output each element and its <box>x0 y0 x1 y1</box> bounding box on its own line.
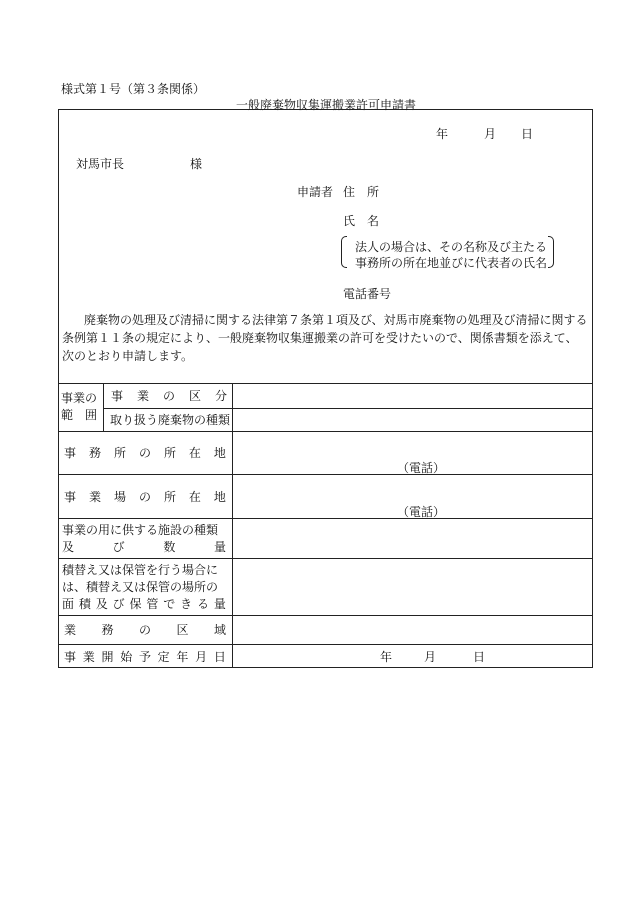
scope-label-divider <box>103 383 104 431</box>
office-phone-label: （電話） <box>397 461 446 475</box>
row-divider-3 <box>58 518 593 519</box>
right-bracket <box>548 236 554 268</box>
waste-type-label: 取り扱う廃棄物の種類 <box>110 413 231 427</box>
start-year-label: 年 <box>380 650 393 664</box>
storage-label-line1: 積替え又は保管を行う場合に <box>62 563 219 577</box>
service-area-label: 業 務 の 区 域 <box>64 623 226 637</box>
label-value-divider <box>232 383 233 668</box>
date-year-label: 年 <box>436 127 449 141</box>
phone-label: 電話番号 <box>343 287 392 301</box>
start-month-label: 月 <box>424 650 437 664</box>
site-phone-label: （電話） <box>397 505 446 519</box>
statement-line-2: 条例第１１条の規定により、一般廃棄物収集運搬業の許可を受けたいので、関係書類を添えて、 <box>62 331 578 345</box>
address-label: 住 所 <box>343 185 380 199</box>
corp-note-line1: 法人の場合は、その名称及び主たる <box>355 240 548 254</box>
statement-line-1: 廃棄物の処理及び清掃に関する法律第７条第１項及び、対馬市廃棄物の処理及び清掃に関する <box>84 313 588 327</box>
corp-note-line2: 事務所の所在地並びに代表者の氏名 <box>355 256 548 270</box>
page-title: 一般廃棄物収集運搬業許可申請書 <box>236 98 417 112</box>
row-divider-2 <box>58 474 593 475</box>
site-location-label: 事 業 場 の 所 在 地 <box>64 490 226 504</box>
addressee: 対馬市長 <box>76 157 125 171</box>
applicant-label: 申請者 <box>297 185 334 199</box>
statement-line-3: 次のとおり申請します。 <box>62 349 194 363</box>
business-category-label: 事 業 の 区 分 <box>111 389 227 403</box>
scope-label-line2: 範 囲 <box>61 408 98 422</box>
left-bracket <box>341 236 347 268</box>
storage-label-line3: 面 積 及 び 保 管 で き る 量 <box>62 597 226 611</box>
facility-label-line2: 及 び 数 量 <box>62 540 226 554</box>
date-month-label: 月 <box>484 127 497 141</box>
office-location-label: 事 務 所 の 所 在 地 <box>64 446 226 460</box>
name-label: 氏 名 <box>343 214 380 228</box>
start-date-label: 事 業 開 始 予 定 年 月 日 <box>64 650 226 664</box>
row-divider-5 <box>58 615 593 616</box>
row-divider-4 <box>58 558 593 559</box>
facility-label-line1: 事業の用に供する施設の種類 <box>62 523 219 537</box>
addressee-suffix: 様 <box>190 157 203 171</box>
table-top-line <box>58 383 593 384</box>
form-number: 様式第１号（第３条関係） <box>61 82 206 96</box>
date-day-label: 日 <box>521 127 534 141</box>
scope-row-divider <box>103 408 593 409</box>
application-statement <box>60 311 588 365</box>
storage-label-line2: は、積替え又は保管の場所の <box>62 580 219 594</box>
scope-label-line1: 事業の <box>61 391 98 405</box>
start-day-label: 日 <box>473 650 486 664</box>
row-divider-6 <box>58 644 593 645</box>
row-divider-1 <box>58 431 593 432</box>
